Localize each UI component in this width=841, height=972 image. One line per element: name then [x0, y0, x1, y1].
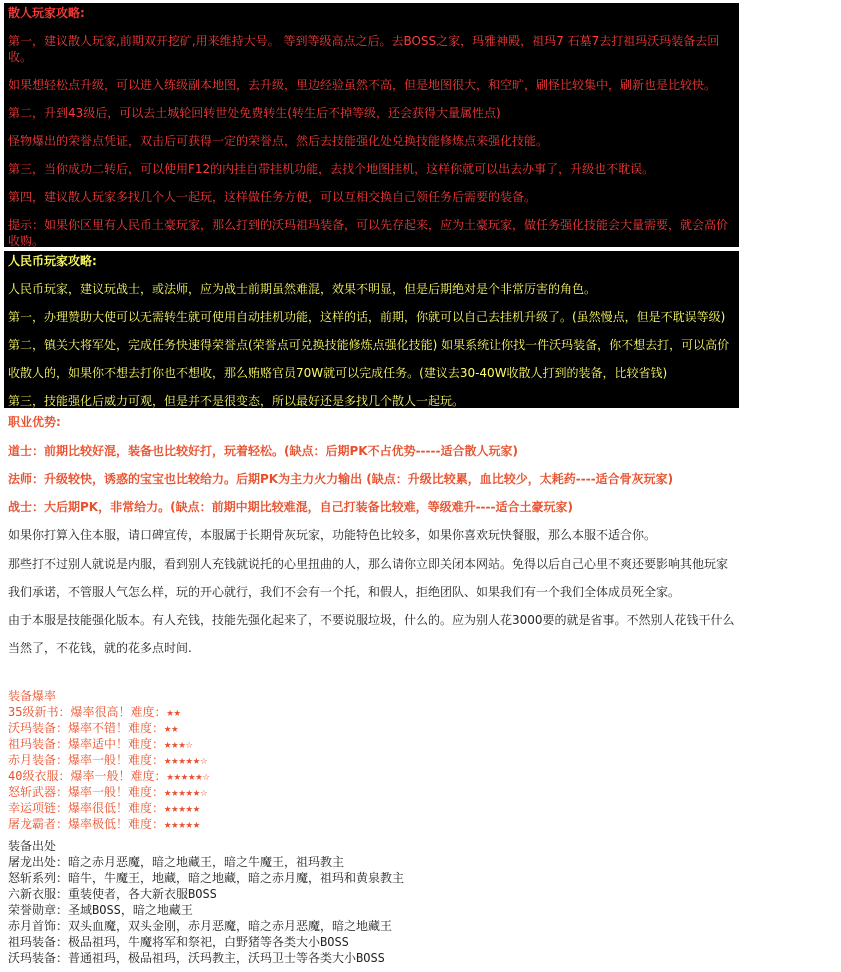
rmb-guide-p3: 第二，镇关大将军处，完成任务快速得荣誉点(荣誉点可兑换技能修炼点强化技能) 如果系统让你找一件沃玛装备，你不想去打，可以高价 [8, 338, 730, 352]
note-2: 那些打不过别人就说是内服，看到别人充钱就说托的心里扭曲的人，那么请你立即关闭本网站。免得以后自己心里不爽还要影响其他玩家 [8, 557, 729, 571]
rmb-guide-p1: 人民币玩家，建议玩战士，或法师，应为战士前期虽然难混，效果不明显，但是后期绝对是个非常厉害的角色。 [8, 282, 597, 296]
note-5: 当然了，不花钱，就的花多点时间. [8, 641, 192, 655]
rmb-guide-p5: 第三，技能强化后威力可观，但是并不是很变态，所以最好还是多找几个散人一起玩。 [8, 394, 465, 408]
career-warrior: 战士：大后期PK，非常给力。(缺点：前期中期比较难混，自己打装备比较难，等级难升----适合土豪玩家) [8, 500, 573, 514]
free-guide-tip: 提示：如果你区里有人民币土豪玩家，那么打到的沃玛祖玛装备，可以先存起来，应为土豪玩家，做任务强化技能会大量需要，就会高价收购。 [8, 218, 729, 248]
rmb-guide-p4: 收散人的，如果你不想去打你也不想收，那么贿赂官员70W就可以完成任务。(建议去30-40W收散人打到的装备，比较省钱) [8, 366, 668, 380]
rmb-guide-title: 人民币玩家攻略: [8, 254, 97, 268]
note-1: 如果你打算入住本服，请口碑宣传，本服属于长期骨灰玩家，功能特色比较多，如果你喜欢玩快餐服，那么本服不适合你。 [8, 528, 657, 542]
drop-rate-item: 40级衣服：爆率一般！难度：★★★★★☆ [8, 769, 210, 783]
drop-rate-item: 怒斩武器：爆率一般！难度：★★★★★☆ [8, 785, 208, 799]
drop-rate-item: 35级新书：爆率很高！难度：★★ [8, 705, 181, 719]
drop-rate-item: 赤月装备：爆率一般！难度：★★★★★☆ [8, 753, 208, 767]
note-3: 我们承诺，不管服人气怎么样，玩的开心就行，我们不会有一个托，和假人，拒绝团队、如果我们有一个我们全体成员死全家。 [8, 585, 681, 599]
free-guide-p4: 怪物爆出的荣誉点凭证，双击后可获得一定的荣誉点，然后去技能强化处兑换技能修炼点来强化技能。 [8, 134, 549, 148]
note-4: 由于本服是技能强化版本。有人充钱，技能先强化起来了，不要说服垃圾，什么的。应为别人花3000要的就是省事。不然别人花钱干什么 [8, 613, 735, 627]
free-guide-p2: 如果想轻松点升级，可以进入练级副本地图，去升级，里边经验虽然不高，但是地图很大，和空旷，刷怪比较集中，刷新也是比较快。 [8, 78, 717, 92]
drop-rate-item: 祖玛装备：爆率适中！难度：★★★☆ [8, 737, 193, 751]
rmb-player-guide [4, 251, 739, 408]
rmb-guide-p2: 第一，办理赞助大使可以无需转生就可使用自动挂机功能，这样的话，前期，你就可以自己去挂机升级了。(虽然慢点，但是不耽误等级) [8, 310, 726, 324]
drop-source-item: 怒斩系列：暗牛，牛魔王，地藏，暗之地藏，暗之赤月魔，祖玛和黄泉教主 [8, 871, 405, 885]
free-guide-p3: 第二，升到43级后，可以去土城轮回转世处免费转生(转生后不掉等级，还会获得大量属性点) [8, 106, 501, 120]
drop-source-item: 祖玛装备：极品祖玛，牛魔将军和祭祀，白野猪等各类大小BOSS [8, 935, 349, 949]
free-guide-title: 散人玩家攻略: [8, 6, 85, 20]
drop-rate-item: 沃玛装备：爆率不错！难度：★★ [8, 721, 179, 735]
drop-rate-title: 装备爆率 [8, 689, 57, 703]
drop-source-item: 屠龙出处：暗之赤月恶魔，暗之地藏王，暗之牛魔王，祖玛教主 [8, 855, 345, 869]
drop-source-item: 沃玛装备：普通祖玛，极品祖玛，沃玛教主，沃玛卫士等各类大小BOSS [8, 951, 385, 965]
free-guide-p6: 第四，建议散人玩家多找几个人一起玩，这样做任务方便，可以互相交换自己领任务后需要的装备。 [8, 190, 537, 204]
career-mage: 法师：升级较快，诱惑的宝宝也比较给力。后期PK为主力火力输出 (缺点：升级比较累，血比较少，太耗药----适合骨灰玩家) [8, 472, 674, 486]
drop-source-title: 装备出处 [8, 839, 57, 853]
free-guide-p5: 第三，当你成功二转后，可以使用F12的内挂自带挂机功能，去找个地图挂机，这样你就可以出去办事了，升级也不耽误。 [8, 162, 655, 176]
drop-source-item: 赤月首饰：双头血魔，双头金刚，赤月恶魔，暗之赤月恶魔，暗之地藏王 [8, 919, 393, 933]
career-taoist: 道士：前期比较好混，装备也比较好打，玩着轻松。(缺点：后期PK不占优势-----适合散人玩家) [8, 444, 518, 458]
career-title: 职业优势: [8, 415, 61, 429]
free-player-guide [4, 3, 739, 247]
drop-rate-item: 屠龙霸者：爆率极低！难度：★★★★★ [8, 817, 201, 831]
drop-source-item: 荣誉勋章：圣域BOSS，暗之地藏王 [8, 903, 193, 917]
drop-rate-item: 幸运项链：爆率很低！难度：★★★★★ [8, 801, 201, 815]
drop-source-item: 六新衣服：重装使者，各大新衣服BOSS [8, 887, 217, 901]
free-guide-p1: 第一，建议散人玩家,前期双开挖矿,用来维持大号。 等到等级高点之后。去BOSS之家，玛雅神殿，祖玛7 石墓7去打祖玛沃玛装备去回收。 [8, 34, 720, 64]
